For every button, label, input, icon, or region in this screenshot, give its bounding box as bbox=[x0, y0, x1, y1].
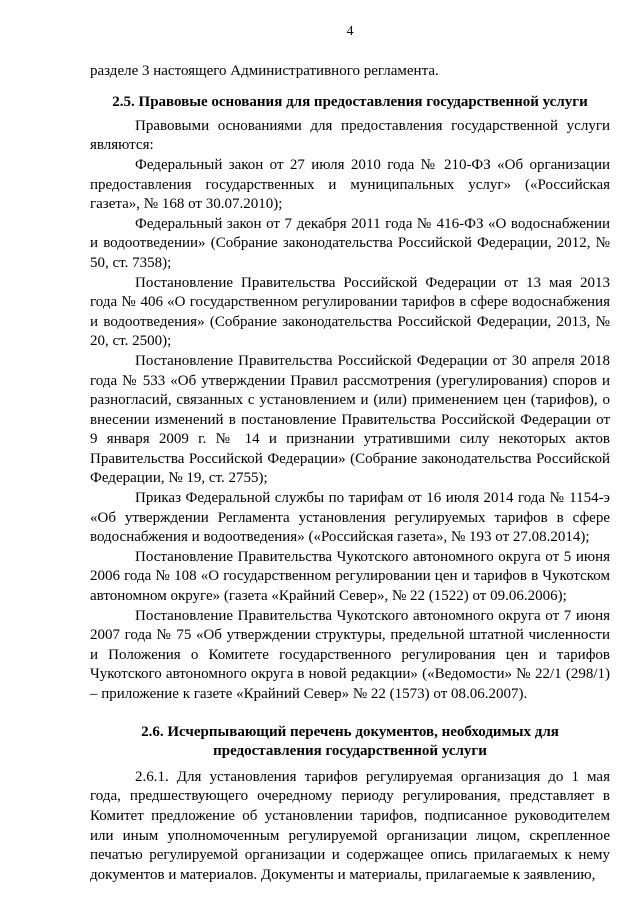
section-2-6-heading-line2: предоставления государственной услуги bbox=[213, 743, 487, 760]
intro-fragment: разделе 3 настоящего Административного регламента. bbox=[90, 62, 439, 79]
section-2-5-paragraph: Постановление Правительства Российской Федерации от 13 мая 2013 года № 406 «О государственном регулировании тарифов в сфере водоснабжения и водоотведения» (Собрание законодательства Российской Федерации, 2013, № 20, ст. 2500); bbox=[90, 274, 610, 350]
section-2-6-heading bbox=[90, 723, 610, 762]
section-2-5-paragraph: Правовыми основаниями для предоставления государственной услуги являются: bbox=[90, 117, 610, 154]
section-2-5-paragraph: Постановление Правительства Чукотского автономного округа от 7 июня 2007 года № 75 «Об утверждении структуры, предельной штатной численности и Положения о Комитете государственного регулирования цен и тарифов Чукотского автономного округа в новой редакции» («Ведомости» № 22/1 (298/1) – приложение к газете «Крайний Север» № 22 (1573) от 08.06.2007). bbox=[90, 607, 610, 702]
section-2-5-heading: 2.5. Правовые основания для предоставления государственной услуги bbox=[112, 94, 588, 111]
section-2-6-heading-line1: 2.6. Исчерпывающий перечень документов, необходимых для bbox=[141, 723, 559, 740]
section-2-5-paragraph: Федеральный закон от 7 декабря 2011 года № 416-ФЗ «О водоснабжении и водоотведении» (Собрание законодательства Российской Федерации, 2012, № 50, ст. 7358); bbox=[90, 215, 610, 271]
section-2-5-paragraph: Постановление Правительства Российской Федерации от 30 апреля 2018 года № 533 «Об утверждении Правил рассмотрения (урегулирования) споров и разногласий, связанных с установлением и (или) применением цен (тарифов), о внесении изменений в постановление Правительства Российской Федерации от 9 января 2009 г. № 14 и признании утратившими силу некоторых актов Правительства Российской Федерации» (Собрание законодательства Российской Федерации, № 19, ст. 2755); bbox=[90, 352, 610, 487]
page-number: 4 bbox=[346, 24, 354, 39]
section-2-5-paragraph: Постановление Правительства Чукотского автономного округа от 5 июня 2006 года № 108 «О государственном регулировании цен и тарифов в Чукотском автономном округе» (газета «Крайний Север», № 22 (1522) от 09.06.2006); bbox=[90, 548, 610, 605]
section-2-6-paragraph: 2.6.1. Для установления тарифов регулируемая организация до 1 мая года, предшествующего очередному периоду регулирования, представляет в Комитет предложение об установлении тарифов, подписанное руководителем или иным уполномоченным регулируемой организации лицом, скрепленное печатью регулируемой организации и содержащее опись прилагаемых к нему документов и материалов. Документы и материалы, прилагаемые к заявлению, bbox=[90, 768, 610, 883]
section-2-5-paragraph: Федеральный закон от 27 июля 2010 года № 210-ФЗ «Об организации предоставления государственных и муниципальных услуг» («Российская газета», № 168 от 30.07.2010); bbox=[90, 156, 610, 213]
section-2-5-paragraph: Приказ Федеральной службы по тарифам от 16 июля 2014 года № 1154-э «Об утверждении Регламента установления регулируемых тарифов в сфере водоснабжения и водоотведения» («Российская газета», № 193 от 27.08.2014); bbox=[90, 490, 610, 546]
